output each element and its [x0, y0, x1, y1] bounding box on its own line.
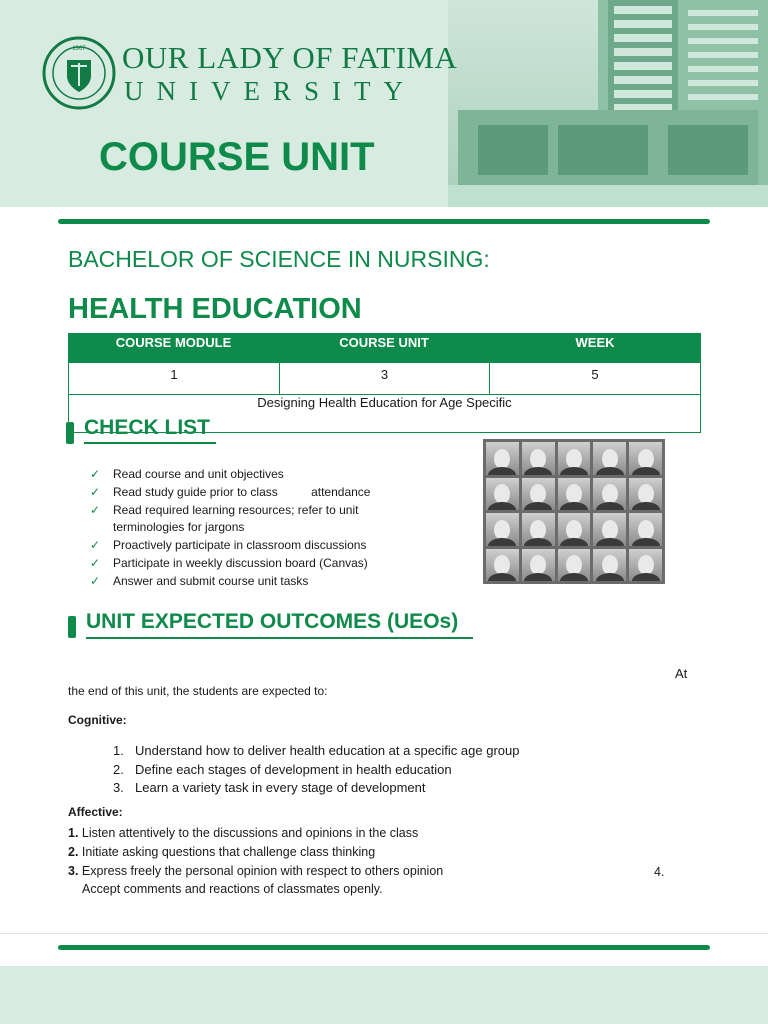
- list-item: [90, 537, 470, 555]
- portrait-photo: [522, 442, 555, 475]
- item-text: Listen attentively to the discussions and opinions in the class: [81, 826, 419, 840]
- portrait-photo: [486, 442, 519, 475]
- portrait-photo: [558, 513, 591, 546]
- checklist-item-text: Proactively participate in classroom discussions: [113, 538, 367, 553]
- table-header-row: [68, 333, 701, 363]
- list-item: [90, 502, 470, 538]
- portrait-photo: [486, 513, 519, 546]
- list-item: [90, 555, 470, 573]
- list-item: [90, 466, 470, 484]
- portrait-photo: [558, 549, 591, 582]
- university-name-line2: UNIVERSITY: [124, 76, 416, 106]
- portrait-photo: [629, 513, 662, 546]
- portrait-photo: [593, 442, 626, 475]
- checklist-heading-bar: [66, 422, 74, 444]
- subject-title: HEALTH EDUCATION: [68, 293, 362, 325]
- list-item: [90, 573, 470, 591]
- list-item: [68, 862, 678, 881]
- list-item: [68, 824, 678, 843]
- top-divider: [58, 219, 710, 224]
- list-item: [68, 843, 678, 862]
- affective-item4-text: Accept comments and reactions of classmates openly.: [82, 882, 383, 896]
- item-text: Understand how to deliver health education at a specific age group: [135, 743, 520, 758]
- item-text: Express freely the personal opinion with respect to others opinion: [81, 864, 444, 878]
- header-band: [0, 0, 768, 207]
- header-course-module: COURSE MODULE: [115, 335, 232, 350]
- cognitive-list: [113, 742, 519, 798]
- checklist-item-text: Read study guide prior to class attendance: [113, 484, 371, 499]
- footer-band: [0, 966, 768, 1024]
- portrait-photo: [486, 478, 519, 511]
- outcomes-underline: [86, 637, 473, 639]
- check-icon: ✓: [90, 555, 101, 570]
- cognitive-title: Cognitive:: [68, 713, 127, 727]
- item-text: Initiate asking questions that challenge class thinking: [81, 845, 376, 859]
- checklist-item-text: Participate in weekly discussion board (Canvas): [113, 555, 368, 570]
- check-icon: ✓: [90, 502, 101, 517]
- affective-list: [68, 824, 678, 881]
- outcomes-intro-lead: At: [675, 666, 688, 681]
- outcomes-intro: the end of this unit, the students are expected to:: [68, 684, 328, 698]
- check-icon: ✓: [90, 538, 101, 553]
- checklist-title: CHECK LIST: [84, 416, 210, 439]
- page-title: COURSE UNIT: [99, 135, 375, 179]
- cell-course-unit: 3: [280, 363, 490, 394]
- portrait-photo: [593, 513, 626, 546]
- header-week: WEEK: [575, 335, 615, 350]
- portrait-photo: [522, 478, 555, 511]
- portrait-photo: [629, 442, 662, 475]
- portrait-photo: [629, 549, 662, 582]
- check-icon: ✓: [90, 573, 101, 588]
- affective-item4-number: 4.: [654, 865, 665, 879]
- checklist-item-text: Answer and submit course unit tasks: [113, 573, 309, 588]
- unit-description: Designing Health Education for Age Specific: [257, 395, 512, 410]
- portrait-photo: [558, 478, 591, 511]
- item-text: Define each stages of development in health education: [135, 761, 452, 777]
- item-number: 3.: [113, 780, 124, 795]
- bottom-divider: [58, 945, 710, 950]
- portrait-photo: [522, 513, 555, 546]
- cell-course-module: 1: [69, 363, 280, 394]
- university-seal-icon: [42, 36, 116, 110]
- item-number: 2.: [113, 761, 124, 777]
- portrait-photo: [593, 549, 626, 582]
- portrait-photo: [593, 478, 626, 511]
- check-icon: ✓: [90, 467, 101, 481]
- item-text: Learn a variety task in every stage of development: [135, 780, 426, 795]
- checklist-item-text: Read course and unit objectives: [113, 467, 284, 481]
- cell-week: 5: [591, 367, 599, 382]
- program-title: BACHELOR OF SCIENCE IN NURSING:: [68, 246, 490, 272]
- campus-building-image: [448, 0, 768, 207]
- portrait-photo: [486, 549, 519, 582]
- checklist-item-text: Read required learning resources; refer to unit terminologies for jargons: [113, 502, 359, 535]
- list-item: [90, 484, 470, 502]
- checklist-underline: [84, 442, 216, 444]
- table-row: [68, 363, 701, 395]
- check-icon: ✓: [90, 484, 101, 499]
- item-number: 3.: [68, 864, 79, 878]
- affective-title: Affective:: [68, 805, 123, 819]
- page-divider: [0, 933, 768, 934]
- list-item: [113, 761, 519, 780]
- list-item: [113, 779, 519, 798]
- header-course-unit: COURSE UNIT: [339, 335, 429, 350]
- outcomes-title: UNIT EXPECTED OUTCOMES (UEOs): [86, 610, 459, 633]
- item-number: 1.: [68, 826, 79, 840]
- portrait-photo: [558, 442, 591, 475]
- portrait-photo: [522, 549, 555, 582]
- list-item: [113, 742, 519, 761]
- checklist: [90, 466, 470, 591]
- outcomes-heading-bar: [68, 616, 76, 638]
- item-number: 2.: [68, 845, 79, 859]
- item-number: 1.: [113, 743, 124, 758]
- seal-year: 1967: [72, 46, 86, 52]
- portrait-collage: [483, 439, 665, 584]
- portrait-photo: [629, 478, 662, 511]
- university-name-line1: OUR LADY OF FATIMA: [122, 40, 458, 75]
